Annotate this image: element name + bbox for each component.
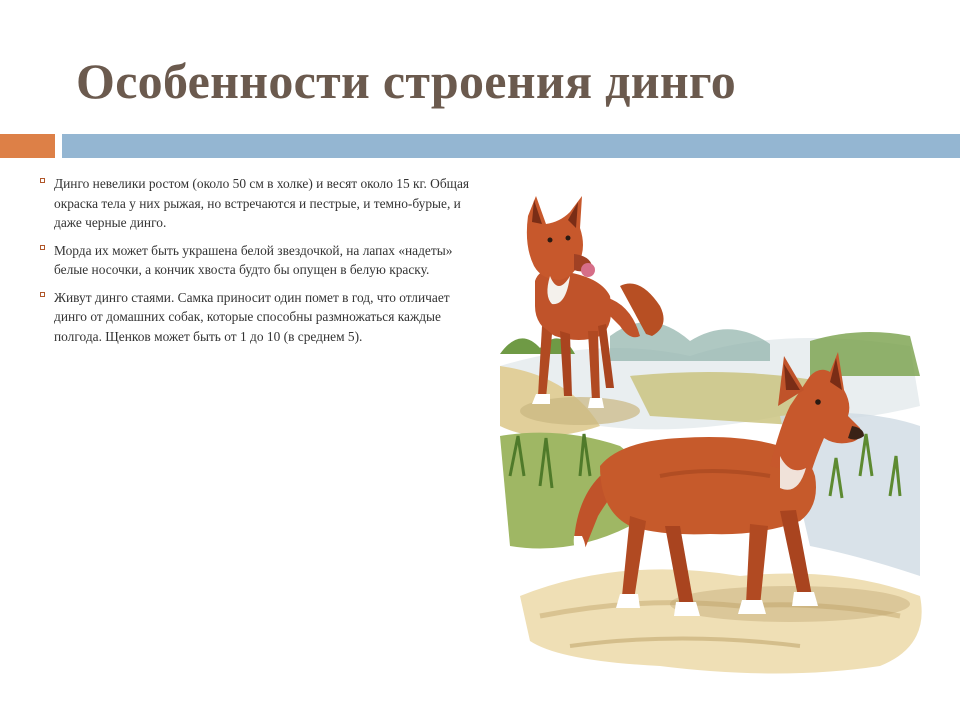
bullet-text: Живут динго стаями. Самка приносит один помет в год, что отличает динго от домашних собак, которые способны размножаться каждые полгода. Щенков может быть от 1 до 10 (в среднем 5). (54, 289, 450, 344)
accent-bar-orange (0, 134, 55, 158)
bullet-list (40, 174, 470, 354)
bullet-square-icon (40, 178, 45, 183)
bullet-item (40, 241, 470, 280)
bullet-square-icon (40, 292, 45, 297)
bullet-item (40, 288, 470, 347)
dingo-illustration (480, 176, 950, 686)
bullet-text: Динго невелики ростом (около 50 см в холке) и весят около 15 кг. Общая окраска тела у них рыжая, но встречаются и пестрые, и темно-бурые, и даже черные динго. (54, 176, 470, 230)
bullet-square-icon (40, 245, 45, 250)
accent-bar-blue (62, 134, 960, 158)
bullet-text: Морда их может быть украшена белой звездочкой, на лапах «надеты» белые носочки, а кончик хвоста будто бы опущен в белую краску. (54, 242, 453, 277)
bullet-item (40, 174, 470, 233)
slide-title: Особенности строения динго (76, 53, 736, 109)
